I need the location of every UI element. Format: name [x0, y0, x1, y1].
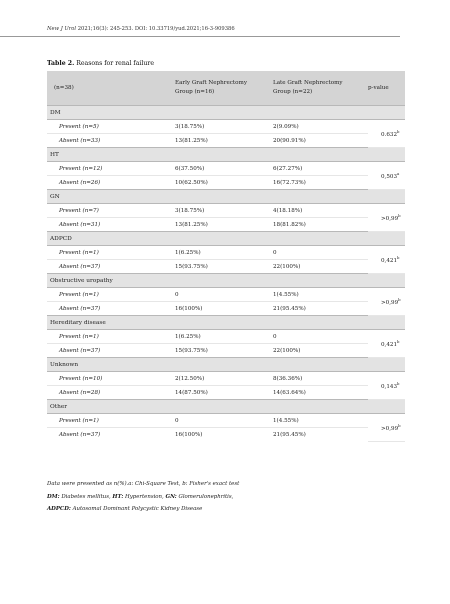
header-early-group: [175, 71, 273, 106]
absent-label: Absent (n=37): [59, 347, 101, 354]
early-value: 3(18.75%): [175, 120, 273, 134]
absent-label: Absent (n=28): [59, 389, 101, 396]
group-name: Obstructive uropathy: [47, 274, 405, 288]
table-title: Reasons for renal failure: [76, 60, 154, 67]
late-value: 1(4.55%): [273, 288, 368, 302]
group-name: Other: [47, 400, 405, 414]
group-row: [47, 358, 405, 372]
p-value-test: b: [397, 255, 400, 261]
group-row: [47, 316, 405, 330]
early-value: 16(100%): [175, 305, 203, 312]
present-label: Present (n=1): [47, 288, 175, 302]
abbr-ht: HT:: [112, 493, 124, 500]
early-value: 3(18.75%): [175, 204, 273, 218]
group-row: [47, 148, 405, 162]
absent-label: Absent (n=33): [59, 137, 101, 144]
group-name: GN: [47, 190, 405, 204]
abbr-dm: DM:: [47, 493, 60, 500]
late-value: 21(95.45%): [273, 431, 306, 438]
p-value-number: >0,99: [381, 215, 399, 222]
journal-citation: 2021;16(3): 245-253. DOI: 10.33719/yud.2021;16-3-909386: [77, 26, 235, 32]
p-value-number: 0,143: [381, 383, 398, 390]
present-label: Present (n=12): [47, 162, 175, 176]
abbr-adpcd-text: Autosomal Dominant Polycystic Kidney Disease: [70, 506, 203, 512]
notes-line3: [47, 503, 239, 516]
table-number: Table 2.: [47, 60, 75, 67]
notes-line2: [47, 491, 239, 504]
p-value-test: b: [397, 381, 400, 387]
late-value: 14(63.64%): [273, 389, 306, 396]
p-value: [368, 246, 405, 274]
header-late-group: [273, 71, 368, 106]
present-row: [47, 120, 405, 134]
early-value: 13(81.25%): [175, 221, 208, 228]
late-value: 0: [273, 330, 368, 344]
early-value: 1(6.25%): [175, 246, 273, 260]
header-rule: [0, 36, 400, 37]
p-value-number: 0,503: [381, 173, 398, 180]
absent-row: [47, 344, 405, 358]
late-value: 4(18.18%): [273, 204, 368, 218]
present-row: [47, 162, 405, 176]
group-row: [47, 106, 405, 120]
p-value-test: a: [397, 171, 400, 177]
group-name: HT: [47, 148, 405, 162]
header-late-line1: Late Graft Nephrectomy: [273, 80, 343, 86]
group-name: ADPCD: [47, 232, 405, 246]
early-value: 16(100%): [175, 431, 203, 438]
p-value: [368, 288, 405, 316]
p-value-number: >0,99: [381, 425, 399, 432]
late-value: 8(36.36%): [273, 372, 368, 386]
late-value: 22(100%): [273, 263, 301, 270]
late-value: 6(27.27%): [273, 162, 368, 176]
group-name: Hereditary disease: [47, 316, 405, 330]
early-value: 14(87.50%): [175, 389, 208, 396]
p-value-test: b: [397, 339, 400, 345]
present-row: [47, 288, 405, 302]
p-value: [368, 162, 405, 190]
absent-label: Absent (n=37): [59, 263, 101, 270]
notes-line1: Data were presented as n(%).a: Chi-Square Test, b: Fisher's exact test: [47, 481, 240, 487]
absent-row: [47, 428, 405, 442]
late-value: 22(100%): [273, 347, 301, 354]
group-name: DM: [47, 106, 405, 120]
abbr-adpcd: ADPCD:: [47, 506, 71, 512]
abbr-gn: GN:: [165, 493, 177, 500]
absent-row: [47, 386, 405, 400]
group-name: Unknown: [47, 358, 405, 372]
present-row: [47, 330, 405, 344]
present-row: [47, 246, 405, 260]
journal-name: New J Urol: [47, 26, 77, 32]
absent-row: [47, 218, 405, 232]
early-value: 13(81.25%): [175, 137, 208, 144]
absent-label: Absent (n=31): [59, 221, 101, 228]
p-value: [368, 204, 405, 232]
late-value: 2(9.09%): [273, 120, 368, 134]
early-value: 10(62.50%): [175, 179, 208, 186]
present-label: Present (n=1): [47, 246, 175, 260]
journal-header: [47, 26, 407, 32]
early-value: 6(37.50%): [175, 162, 273, 176]
p-value-number: 0.632: [381, 131, 398, 138]
p-value-test: b: [398, 297, 401, 303]
absent-label: Absent (n=37): [59, 305, 101, 312]
present-row: [47, 414, 405, 428]
group-row: [47, 274, 405, 288]
table-header-row: [47, 71, 405, 106]
late-value: 0: [273, 246, 368, 260]
p-value-test: b: [398, 422, 401, 428]
p-value: [368, 414, 405, 442]
early-value: 0: [175, 288, 273, 302]
present-row: [47, 204, 405, 218]
late-value: 16(72.73%): [273, 179, 306, 186]
p-value-test: b: [397, 129, 400, 135]
p-value-number: 0,421: [381, 341, 398, 348]
late-value: 1(4.55%): [273, 414, 368, 428]
group-row: [47, 400, 405, 414]
late-value: 21(95.45%): [273, 305, 306, 312]
group-row: [47, 232, 405, 246]
abbr-dm-text: Diabetes mellitus,: [59, 493, 113, 500]
early-value: 1(6.25%): [175, 330, 273, 344]
abbr-ht-text: Hypertension,: [123, 493, 166, 500]
abbr-gn-text: Glomerulonephritis,: [176, 493, 234, 500]
early-value: 15(93.75%): [175, 347, 208, 354]
present-label: Present (n=10): [47, 372, 175, 386]
header-p-value: p-value: [368, 71, 405, 106]
absent-row: [47, 176, 405, 190]
group-row: [47, 190, 405, 204]
p-value-number: 0,421: [381, 257, 398, 264]
absent-row: [47, 260, 405, 274]
present-label: Present (n=1): [47, 414, 175, 428]
reasons-table-body: [47, 71, 405, 441]
late-value: 18(81.82%): [273, 221, 306, 228]
p-value: [368, 120, 405, 148]
p-value: [368, 372, 405, 400]
early-value: 15(93.75%): [175, 263, 208, 270]
present-row: [47, 372, 405, 386]
p-value-number: >0,99: [381, 299, 399, 306]
header-early-line2: Group (n=16): [175, 89, 215, 95]
late-value: 20(90.91%): [273, 137, 306, 144]
early-value: 2(12.50%): [175, 372, 273, 386]
absent-row: [47, 134, 405, 148]
header-late-line2: Group (n=22): [273, 89, 313, 95]
present-label: Present (n=7): [47, 204, 175, 218]
table-caption: [47, 60, 154, 67]
absent-row: [47, 302, 405, 316]
p-value-test: b: [398, 213, 401, 219]
header-n: (n=38): [47, 71, 175, 106]
present-label: Present (n=1): [47, 330, 175, 344]
absent-label: Absent (n=26): [59, 179, 101, 186]
reasons-table: [47, 71, 405, 442]
early-value: 0: [175, 414, 273, 428]
table-notes: [47, 478, 239, 516]
absent-label: Absent (n=37): [59, 431, 101, 438]
header-early-line1: Early Graft Nephrectomy: [175, 80, 247, 86]
p-value: [368, 330, 405, 358]
present-label: Present (n=5): [47, 120, 175, 134]
